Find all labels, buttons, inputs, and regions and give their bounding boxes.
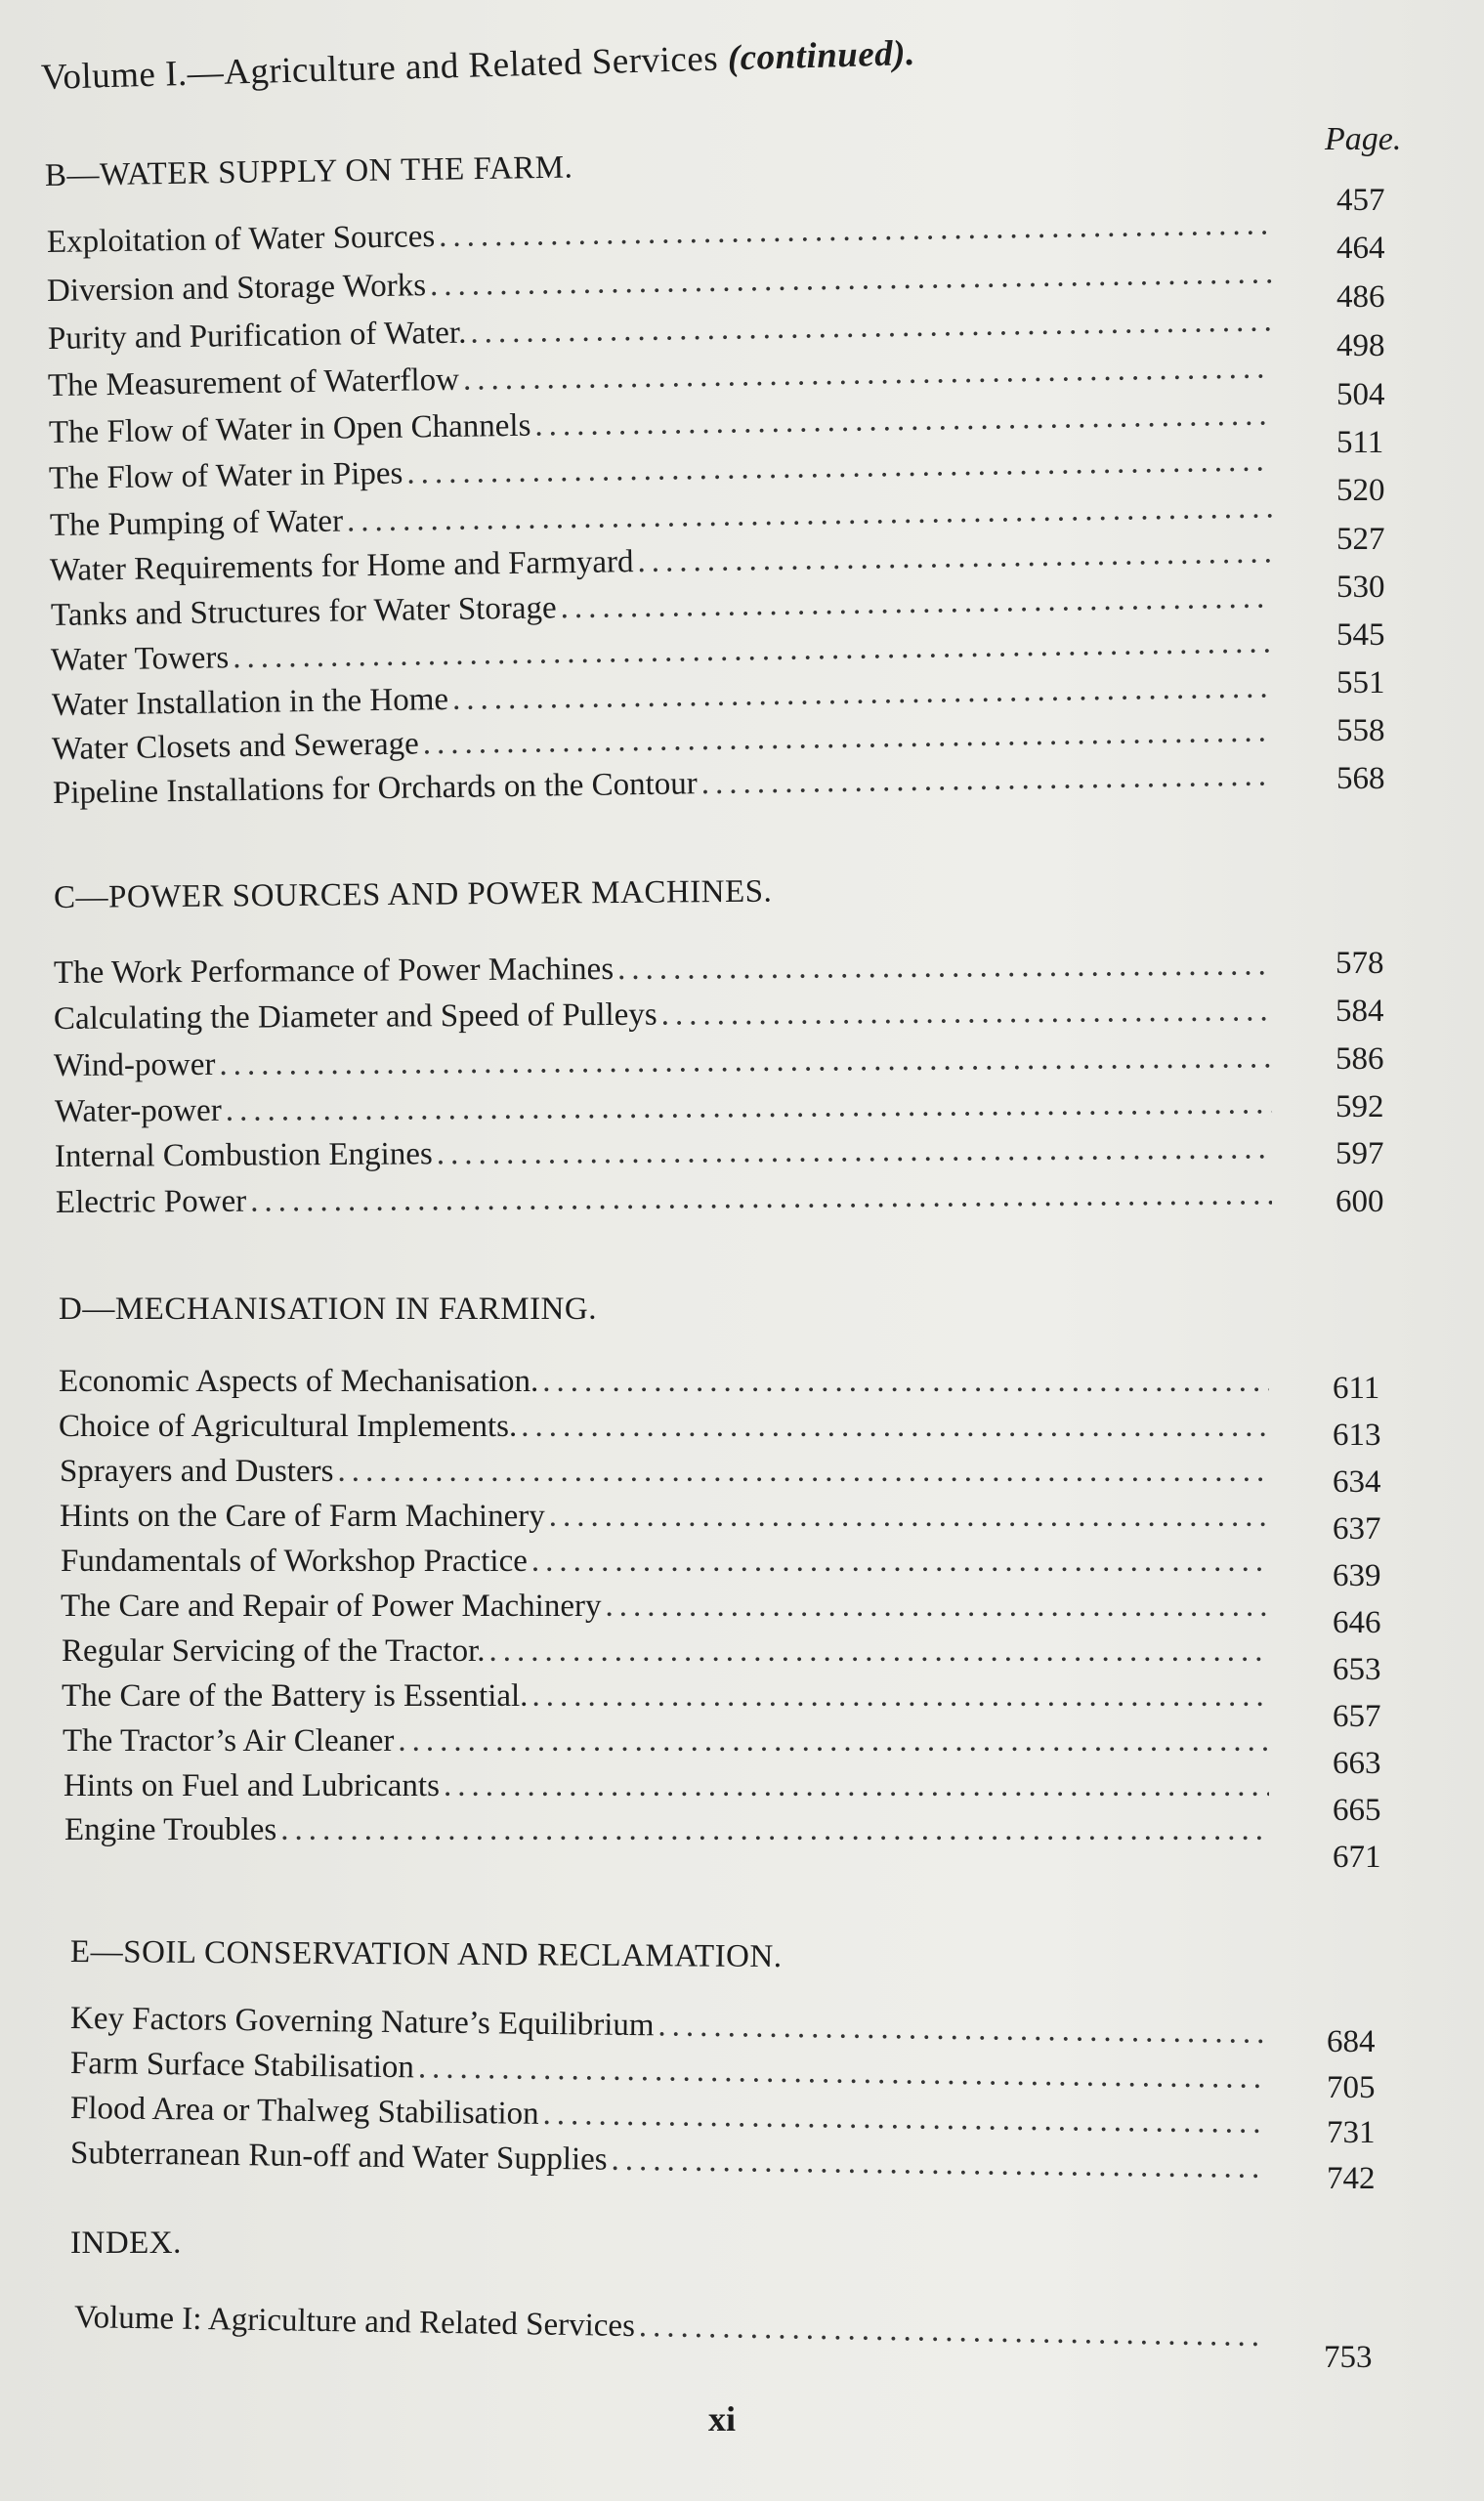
- entry-title: Regular Servicing of the Tractor.: [62, 1633, 486, 1669]
- entry-title: Purity and Purification of Water.: [47, 315, 467, 357]
- page-number: 527: [1336, 522, 1385, 557]
- page-folio: xi: [708, 2399, 737, 2438]
- leader-dots: [226, 1085, 1272, 1128]
- leader-dots: [542, 1364, 1269, 1400]
- leader-dots: [611, 2142, 1266, 2186]
- toc-entry[interactable]: [61, 1589, 1275, 1628]
- page-number: 665: [1333, 1793, 1381, 1828]
- page-number: 600: [1336, 1184, 1384, 1219]
- page-number: 634: [1333, 1464, 1381, 1500]
- page-number: 486: [1336, 279, 1385, 315]
- toc-entry[interactable]: [70, 2001, 1272, 2055]
- leader-dots: [701, 757, 1273, 802]
- page-number: 578: [1336, 946, 1384, 981]
- entry-title: Economic Aspects of Mechanisation.: [59, 1364, 539, 1399]
- page-number: 653: [1333, 1652, 1381, 1687]
- section-heading-c: C—POWER SOURCES AND POWER MACHINES.: [53, 873, 773, 915]
- page-number: 742: [1327, 2161, 1376, 2196]
- leader-dots: [250, 1176, 1272, 1219]
- toc-entry[interactable]: [59, 1364, 1275, 1403]
- toc-entry[interactable]: [62, 1678, 1275, 1717]
- entry-title: Water Closets and Sewerage: [51, 726, 419, 767]
- entry-title: Water-power: [54, 1092, 222, 1129]
- entry-title: Tanks and Structures for Water Storage: [50, 590, 557, 633]
- page-number: 464: [1336, 231, 1385, 266]
- page-number: 671: [1333, 1840, 1381, 1875]
- page-number: 705: [1327, 2070, 1376, 2105]
- leader-dots: [661, 993, 1273, 1033]
- toc-entry[interactable]: [61, 1544, 1275, 1583]
- toc-entry[interactable]: [62, 1633, 1275, 1673]
- page-number: 637: [1333, 1511, 1381, 1547]
- page-number: 568: [1336, 761, 1385, 796]
- leader-dots: [406, 443, 1272, 491]
- page-number: 520: [1336, 473, 1385, 508]
- entry-title: The Measurement of Waterflow: [47, 361, 460, 403]
- leader-dots: [657, 2008, 1266, 2052]
- entry-title: The Tractor’s Air Cleaner: [63, 1723, 395, 1759]
- section-heading-b: B—WATER SUPPLY ON THE FARM.: [44, 149, 573, 193]
- entry-title: Exploitation of Water Sources: [46, 219, 436, 260]
- page-number: 684: [1327, 2024, 1376, 2059]
- leader-dots: [444, 1768, 1269, 1804]
- page-number: 613: [1333, 1418, 1381, 1453]
- volume-title-suffix: (continued).: [727, 33, 916, 79]
- toc-entry[interactable]: [70, 2046, 1272, 2099]
- entry-title: The Care and Repair of Power Machinery: [61, 1589, 602, 1624]
- page-number: 545: [1336, 617, 1385, 653]
- toc-entry[interactable]: [55, 1130, 1278, 1178]
- section-heading-d: D—MECHANISATION IN FARMING.: [59, 1292, 597, 1327]
- entry-title: Fundamentals of Workshop Practice: [61, 1544, 528, 1579]
- page-number: 586: [1336, 1041, 1384, 1077]
- leader-dots: [534, 397, 1272, 444]
- entry-title: The Flow of Water in Open Channels: [48, 407, 531, 450]
- leader-dots: [233, 624, 1272, 676]
- leader-dots: [463, 350, 1272, 398]
- leader-dots: [549, 1499, 1269, 1535]
- entry-title: Wind-power: [53, 1046, 216, 1083]
- page-number: 457: [1336, 183, 1385, 218]
- toc-entry[interactable]: [47, 255, 1278, 313]
- entry-title: Diversion and Storage Works: [46, 268, 427, 309]
- toc-entry[interactable]: [70, 2091, 1272, 2144]
- leader-dots: [418, 2050, 1266, 2097]
- toc-entry[interactable]: [64, 1768, 1275, 1807]
- entry-title: Water Requirements for Home and Farmyard: [49, 544, 634, 588]
- section-heading-e: E—SOIL CONSERVATION AND RECLAMATION.: [69, 1934, 783, 1975]
- leader-dots: [489, 1633, 1269, 1670]
- entry-title: Engine Troubles: [64, 1812, 277, 1847]
- toc-entry[interactable]: [60, 1454, 1275, 1493]
- page-column-label: Page.: [1325, 121, 1402, 157]
- leader-dots: [430, 255, 1272, 304]
- leader-dots: [437, 1130, 1272, 1172]
- toc-entry[interactable]: [54, 993, 1278, 1040]
- entry-title: Pipeline Installations for Orchards on the Contour: [52, 766, 699, 811]
- entry-title: Water Towers: [50, 640, 230, 678]
- toc-entry[interactable]: [54, 947, 1278, 995]
- page-number: 498: [1336, 328, 1385, 363]
- leader-dots: [347, 489, 1272, 539]
- toc-entry[interactable]: [63, 1723, 1275, 1762]
- entry-title: Hints on Fuel and Lubricants: [64, 1768, 440, 1803]
- leader-dots: [531, 1678, 1269, 1715]
- leader-dots: [470, 303, 1272, 351]
- entry-title: Flood Area or Thalweg Stabilisation: [69, 2091, 539, 2132]
- leader-dots: [531, 1544, 1269, 1580]
- leader-dots: [639, 2309, 1265, 2354]
- leader-dots: [439, 206, 1272, 255]
- leader-dots: [521, 1409, 1269, 1445]
- page-number: 530: [1336, 570, 1385, 605]
- leader-dots: [337, 1454, 1269, 1490]
- entry-title: Farm Surface Stabilisation: [69, 2046, 415, 2086]
- volume-heading: [40, 32, 915, 99]
- entry-title: Calculating the Diameter and Speed of Pulleys: [53, 996, 657, 1037]
- entry-title: Subterranean Run-off and Water Supplies: [69, 2136, 608, 2178]
- page-number: 646: [1333, 1605, 1381, 1640]
- leader-dots: [560, 579, 1272, 626]
- entry-title: The Pumping of Water: [49, 503, 344, 543]
- leader-dots: [637, 534, 1272, 580]
- entry-title: Sprayers and Dusters: [60, 1454, 334, 1489]
- page-number: 504: [1336, 377, 1385, 412]
- page-number: 551: [1336, 665, 1385, 700]
- entry-title: Hints on the Care of Farm Machinery: [60, 1499, 545, 1534]
- toc-entry[interactable]: [55, 1085, 1278, 1133]
- leader-dots: [542, 2097, 1266, 2141]
- page-number: 558: [1336, 713, 1385, 748]
- entry-title: Volume I: Agriculture and Related Services: [73, 2300, 636, 2345]
- leader-dots: [280, 1812, 1269, 1848]
- leader-dots: [617, 947, 1272, 988]
- page-number: 584: [1336, 994, 1384, 1029]
- page-number: 753: [1324, 2340, 1373, 2375]
- page-number: 731: [1327, 2115, 1376, 2150]
- entry-title: Internal Combustion Engines: [54, 1136, 433, 1174]
- page-number: 511: [1336, 425, 1384, 460]
- page-number: 663: [1333, 1746, 1381, 1781]
- entry-title: Key Factors Governing Nature’s Equilibrium: [69, 2001, 655, 2044]
- page-number: 611: [1333, 1371, 1380, 1406]
- page-number: 657: [1333, 1699, 1381, 1734]
- entry-title: Water Installation in the Home: [51, 681, 449, 723]
- entry-title: Choice of Agricultural Implements.: [59, 1409, 518, 1444]
- toc-entry[interactable]: [64, 1812, 1275, 1851]
- toc-entry[interactable]: [54, 1039, 1278, 1087]
- page-number: 597: [1336, 1136, 1384, 1171]
- section-heading-index: INDEX.: [70, 2225, 182, 2261]
- leader-dots: [605, 1589, 1269, 1625]
- entry-title: The Work Performance of Power Machines: [53, 951, 615, 991]
- page-number: 639: [1333, 1558, 1381, 1593]
- toc-entry[interactable]: [70, 2136, 1272, 2189]
- leader-dots: [219, 1039, 1272, 1083]
- leader-dots: [398, 1723, 1269, 1759]
- entry-title: The Care of the Battery is Essential.: [62, 1678, 529, 1714]
- toc-entry[interactable]: [60, 1499, 1275, 1538]
- leader-dots: [422, 713, 1272, 762]
- toc-entry[interactable]: [59, 1409, 1275, 1448]
- entry-title: The Flow of Water in Pipes: [48, 455, 403, 496]
- toc-entry[interactable]: [47, 206, 1278, 264]
- toc-entry[interactable]: [56, 1176, 1278, 1224]
- volume-title: Volume I.—Agriculture and Related Services: [40, 38, 719, 98]
- entry-title: Electric Power: [55, 1183, 247, 1220]
- page-number: 592: [1336, 1089, 1384, 1124]
- leader-dots: [452, 669, 1272, 717]
- toc-entry[interactable]: [74, 2300, 1270, 2357]
